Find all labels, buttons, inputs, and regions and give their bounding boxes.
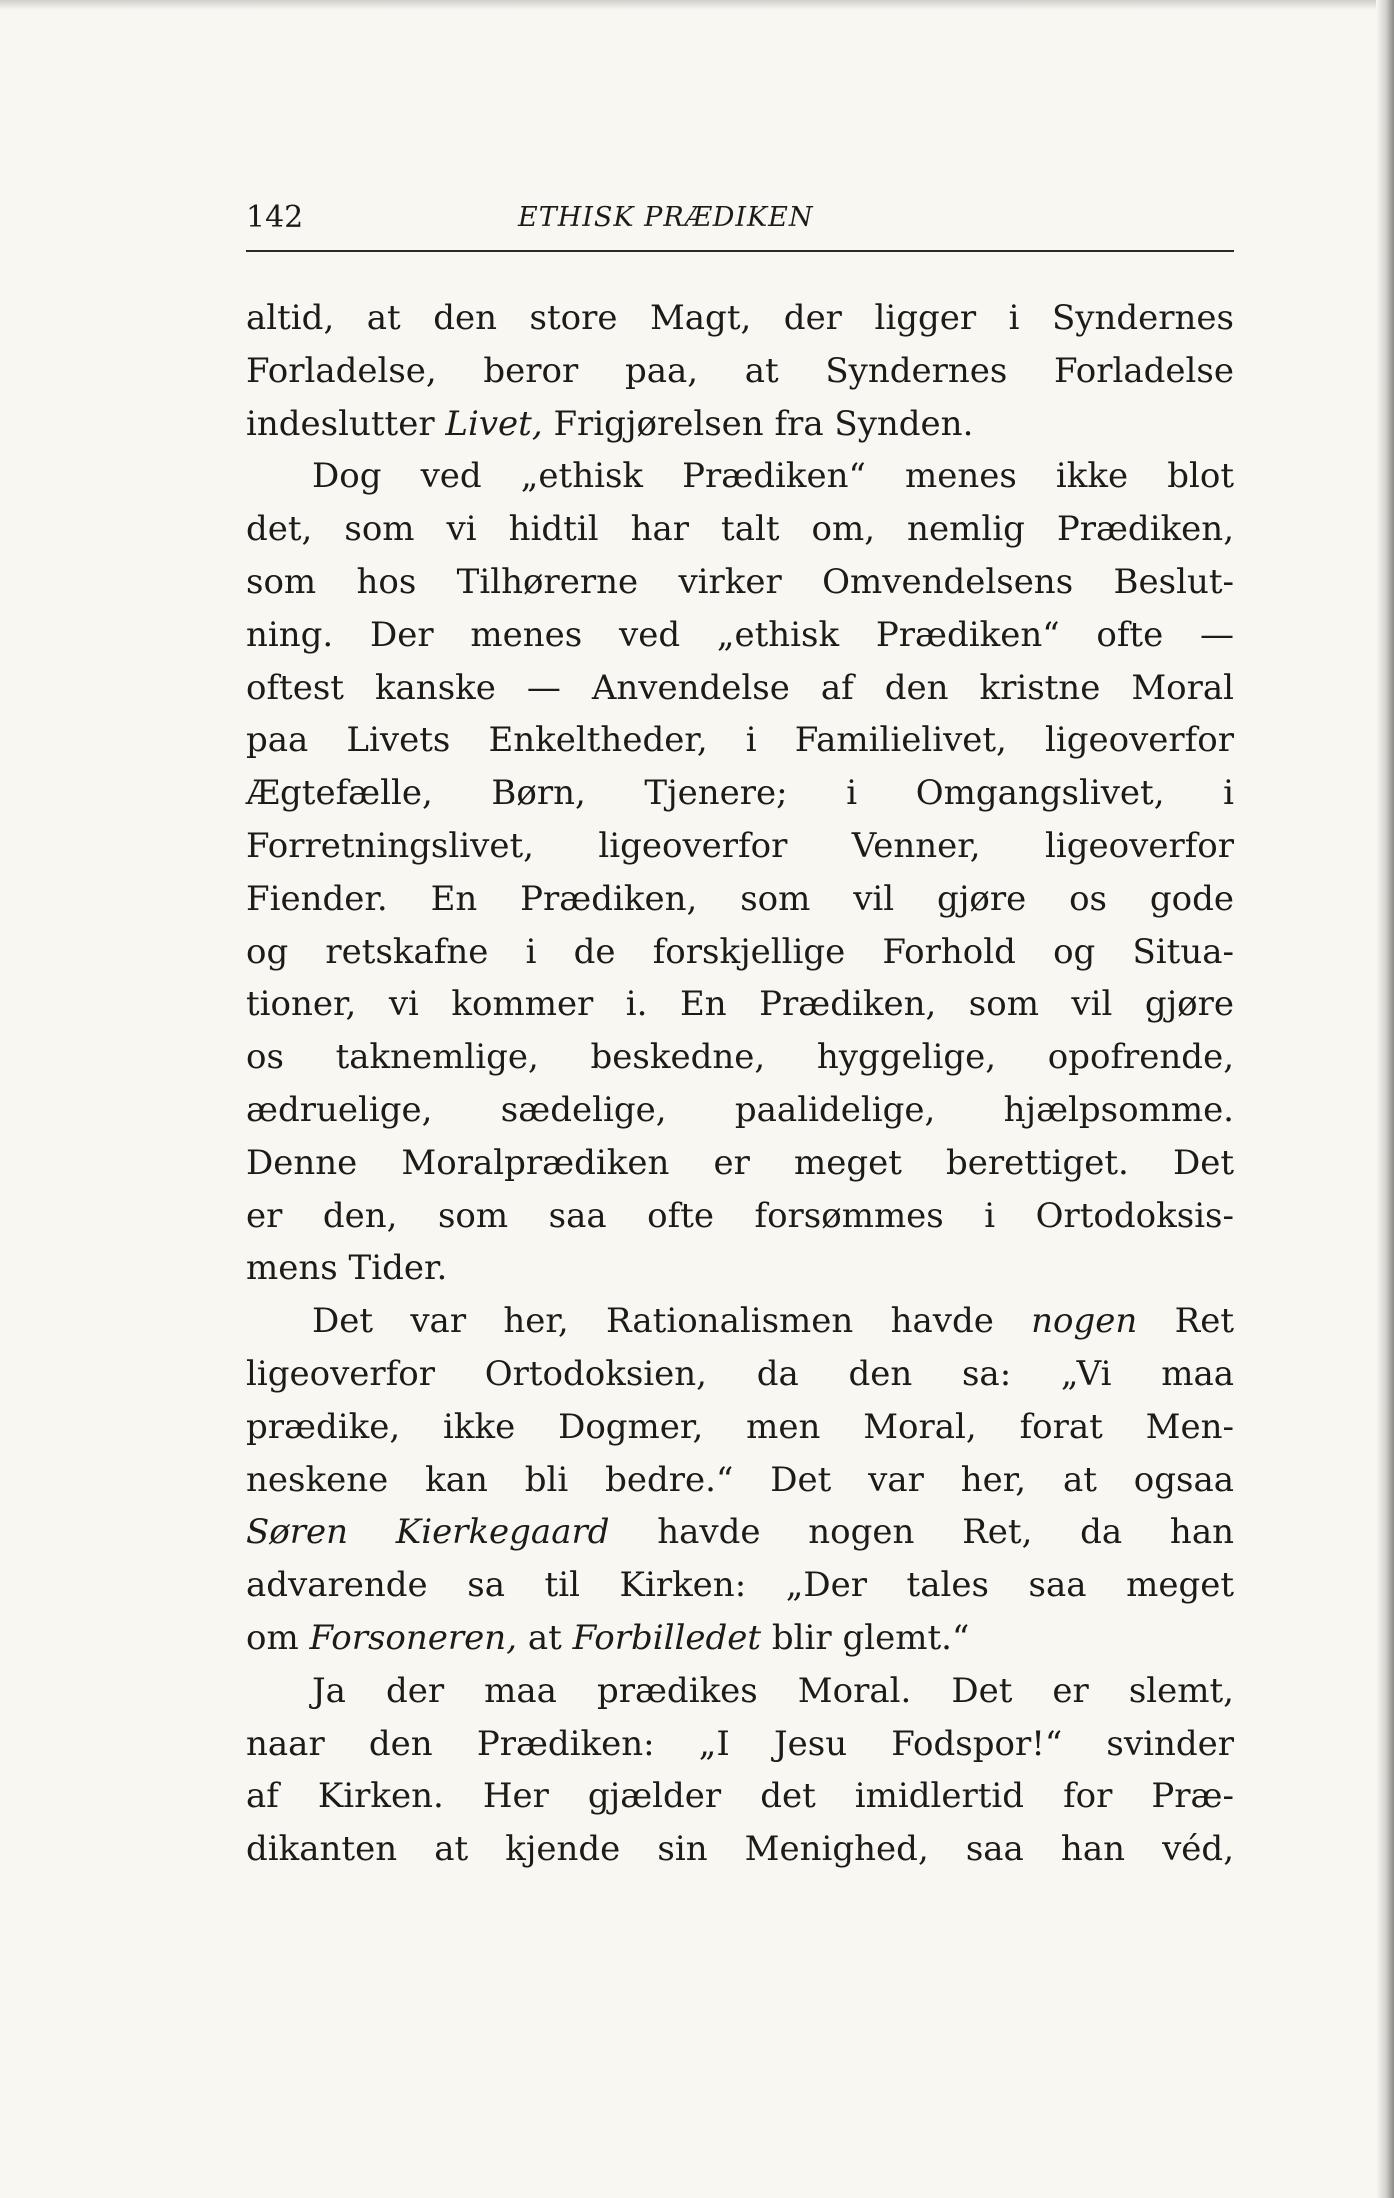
text-line — [246, 1401, 1234, 1454]
text-run: Fiender. En Prædiken, som vil gjøre os gode — [246, 878, 1234, 919]
page-top-edge — [0, 0, 1394, 10]
text-line — [246, 662, 1234, 715]
running-title: ETHISK PRÆDIKEN — [518, 202, 814, 233]
text-line — [246, 714, 1234, 767]
text-run: naar den Prædiken: „I Jesu Fodspor!“ svinder — [246, 1723, 1234, 1764]
italic-text: Søren Kierkegaard — [246, 1512, 610, 1553]
text-line — [246, 1348, 1234, 1401]
text-run: Forretningslivet, ligeoverfor Venner, ligeoverfor — [246, 825, 1234, 866]
text-run: af Kirken. Her gjælder det imidlertid for Præ- — [246, 1776, 1234, 1817]
text-run: Det var her, Rationalismen havde — [312, 1301, 1032, 1342]
text-run: ning. Der menes ved „ethisk Prædiken“ ofte — — [246, 614, 1234, 655]
text-run: Ægtefælle, Børn, Tjenere; i Omgangslivet, i — [246, 773, 1234, 814]
text-line — [246, 1506, 1234, 1559]
text-run: Denne Moralprædiken er meget berettiget. Det — [246, 1142, 1234, 1183]
text-run: som hos Tilhørerne virker Omvendelsens Beslut- — [246, 561, 1234, 602]
text-line — [246, 1823, 1234, 1876]
text-run: altid, at den store Magt, der ligger i Syndernes — [246, 298, 1234, 338]
text-run: det, som vi hidtil har talt om, nemlig Prædiken, — [246, 509, 1234, 550]
page-right-edge — [1376, 0, 1394, 2198]
text-run: dikanten at kjende sin Menighed, saa han véd, — [246, 1829, 1234, 1870]
italic-text: Forsoneren, — [309, 1617, 518, 1658]
text-run: om — [246, 1617, 310, 1658]
text-run: Dog ved „ethisk Prædiken“ menes ikke blot — [312, 456, 1234, 497]
text-run: er den, som saa ofte forsømmes i Ortodoksis- — [246, 1195, 1234, 1236]
italic-text: Forbilledet — [572, 1617, 762, 1658]
text-run: havde nogen Ret, da han — [609, 1512, 1234, 1553]
text-run: Ret — [1137, 1301, 1234, 1342]
text-line — [246, 450, 1234, 503]
text-line — [246, 1665, 1234, 1718]
text-run: neskene kan bli bedre.“ Det var her, at ogsaa — [246, 1459, 1234, 1500]
text-line — [246, 1770, 1234, 1823]
italic-text: nogen — [1031, 1301, 1138, 1342]
text-line — [246, 345, 1234, 398]
body-text — [246, 292, 1234, 1876]
text-line — [246, 1242, 1234, 1295]
text-line — [246, 1295, 1234, 1348]
text-line — [246, 292, 1234, 345]
text-line — [246, 1031, 1234, 1084]
text-line — [246, 1137, 1234, 1190]
text-run: oftest kanske — Anvendelse af den kristne Moral — [246, 667, 1234, 708]
text-run: ædruelige, sædelige, paalidelige, hjælpsomme. — [246, 1089, 1234, 1130]
text-line — [246, 926, 1234, 979]
text-run: paa Livets Enkeltheder, i Familielivet, ligeoverfor — [246, 720, 1234, 761]
page-number: 142 — [246, 200, 304, 235]
text-line — [246, 1084, 1234, 1137]
text-run: indeslutter — [246, 403, 446, 444]
text-run: at — [517, 1617, 573, 1658]
text-run: mens Tider. — [246, 1248, 448, 1289]
text-line — [246, 1612, 1234, 1665]
text-run: blir glemt.“ — [761, 1617, 970, 1658]
text-line — [246, 503, 1234, 556]
text-run: ligeoverfor Ortodoksien, da den sa: „Vi maa — [246, 1353, 1234, 1394]
text-run: Forladelse, beror paa, at Syndernes Forladelse — [246, 350, 1234, 391]
text-run: advarende sa til Kirken: „Der tales saa meget — [246, 1565, 1234, 1606]
text-line — [246, 1454, 1234, 1507]
text-line — [246, 820, 1234, 873]
text-run: Frigjørelsen fra Synden. — [542, 403, 974, 444]
text-run: os taknemlige, beskedne, hyggelige, opofrende, — [246, 1037, 1234, 1078]
text-line — [246, 767, 1234, 820]
text-run: tioner, vi kommer i. En Prædiken, som vil gjøre — [246, 984, 1234, 1025]
text-line — [246, 873, 1234, 926]
text-line — [246, 1718, 1234, 1771]
text-line — [246, 1190, 1234, 1243]
text-line — [246, 398, 1234, 451]
text-run: Ja der maa prædikes Moral. Det er slemt, — [312, 1670, 1234, 1711]
page-header — [246, 196, 1234, 252]
text-run: prædike, ikke Dogmer, men Moral, forat Men- — [246, 1406, 1234, 1447]
text-run: og retskafne i de forskjellige Forhold og Situa- — [246, 931, 1234, 972]
text-line — [246, 609, 1234, 662]
italic-text: Livet, — [445, 403, 543, 444]
text-line — [246, 978, 1234, 1031]
text-line — [246, 1559, 1234, 1612]
text-line — [246, 556, 1234, 609]
